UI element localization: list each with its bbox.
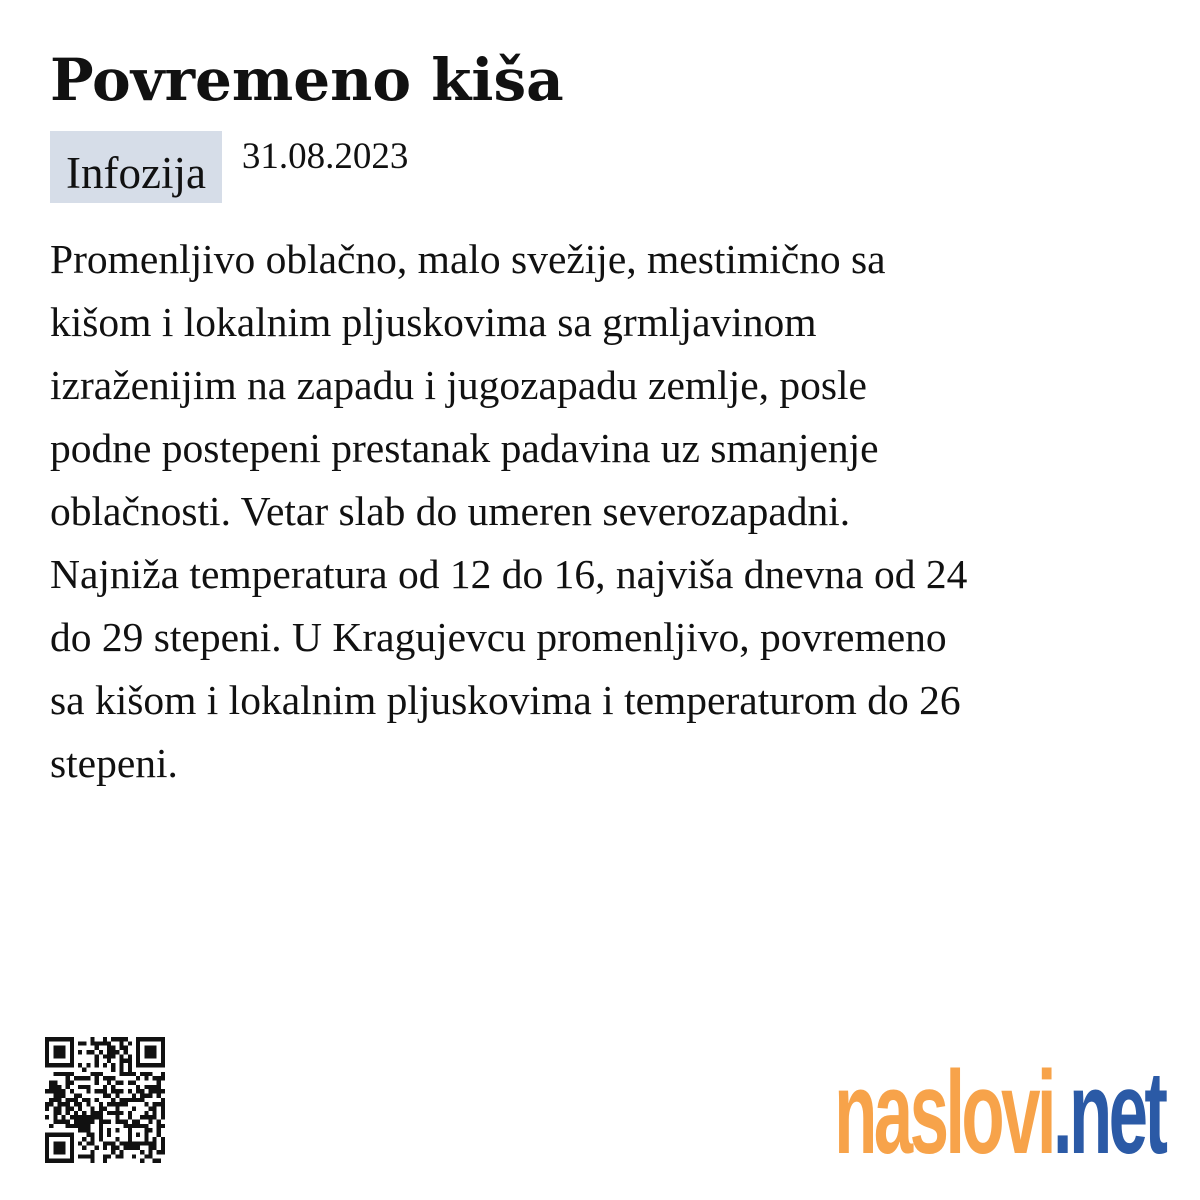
body-line: do 29 stepeni. U Kragujevcu promenljivo, povremeno — [50, 614, 947, 660]
body-line: oblačnosti. Vetar slab do umeren severozapadni. — [50, 488, 851, 534]
article-meta — [50, 131, 408, 203]
body-line: podne postepeni prestanak padavina uz smanjenje — [50, 425, 879, 471]
naslovi-logo[interactable] — [833, 1047, 1164, 1179]
body-line: sa kišom i lokalnim pljuskovima i temperaturom do 26 — [50, 677, 961, 723]
article-body — [50, 228, 1160, 795]
body-line: stepeni. — [50, 740, 178, 786]
body-line: izraženijim na zapadu i jugozapadu zemlje, posle — [50, 362, 867, 408]
body-line: Najniža temperatura od 12 do 16, najviša dnevna od 24 — [50, 551, 968, 597]
body-line: Promenljivo oblačno, malo svežije, mestimično sa — [50, 236, 886, 282]
body-line: kišom i lokalnim pljuskovima sa grmljavinom — [50, 299, 817, 345]
logo-tld-text: .net — [1052, 1047, 1164, 1179]
qr-code-icon — [45, 1037, 165, 1163]
article-title: Povremeno kiša — [50, 46, 564, 114]
publish-date: 31.08.2023 — [241, 136, 409, 177]
source-badge: Infozija — [50, 131, 222, 203]
logo-main-text: naslovi — [833, 1047, 1053, 1179]
